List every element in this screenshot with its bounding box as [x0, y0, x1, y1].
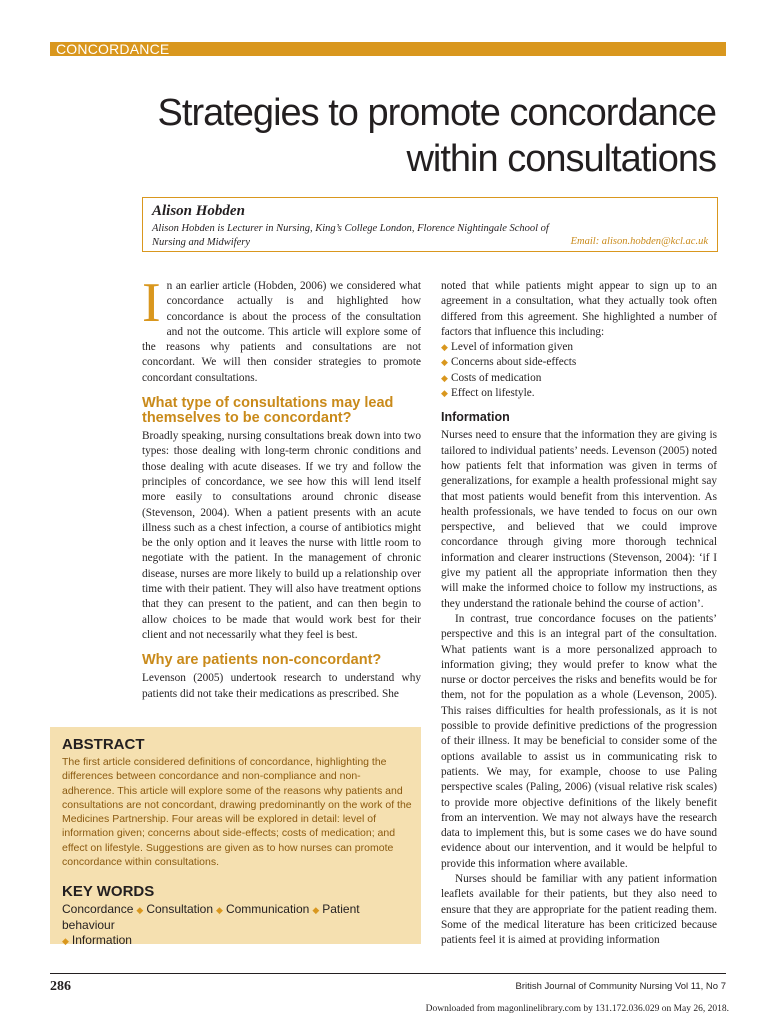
paragraph-factors-intro: noted that while patients might appear to sign up to an agreement in a consultation, what they actually took often differed from this agreement. She highlighted a number of factors that influence this including:: [441, 280, 717, 338]
diamond-bullet-icon: ◆: [216, 905, 223, 915]
diamond-bullet-icon: ◆: [136, 905, 144, 915]
heading-consultation-types: What type of consultations may lead themselves to be concordant?: [142, 395, 394, 427]
abstract-heading: ABSTRACT: [62, 736, 145, 753]
factors-list: [441, 340, 717, 401]
author-name: Alison Hobden: [152, 203, 245, 219]
title-line-2: within consultations: [406, 138, 716, 180]
paragraph-information-1: Nurses need to ensure that the information they are giving is tailored to individual patients’ needs. Levenson (2005) noted how patients felt that information was given in terms of generalizations, for example a health professional might say that most patients would benefit from this intervention. As health professionals, we have tended to focus on our own perspective, and believed that we could improve concordance through giving more thorough technical information and clearer instructions (Stevenson, 2004): ‘if I give my patient all the appropriate information then they will make the informed choice to follow my instructions, as they understand the rationale behind the course of action’.: [441, 429, 717, 610]
journal-citation: British Journal of Community Nursing Vol 11, No 7: [515, 981, 726, 992]
drop-cap: I: [142, 272, 161, 334]
paragraph-information-2: In contrast, true concordance focuses on the patients’ perspective and this is an integral part of the consultation. What patients want is a more personalized approach to information giving; they would prefer to know what the nurse or doctor perceives the risks and benefits would be for them, not for the population as a whole (Levenson, 2005). This raises difficulties for health professionals, as it is not possible to provide definitive predictions of the progression of their illness. It may be beneficial to consider some of the options available to assist us in communicating risk to patients. We may, for example, choose to use Paling perspective scales (Paling, 2006) (visual relative risk scales) to provide more objective definitions of the likely benefit from an intervention. We may not always have the research data to implement this, but is some cases we do have sound evidence about our intervention, and it would be helpful to provide this information where available.: [441, 612, 717, 870]
list-item: ◆ Level of information given: [441, 340, 717, 355]
keyword: Information: [71, 933, 132, 947]
section-label: CONCORDANCE: [56, 41, 170, 57]
paragraph-consultation-types: Broadly speaking, nursing consultations break down into two types: those dealing with long-term chronic conditions and those dealing with acute diseases. If we try and follow the principles of concordance, we see how this will lend itself more easily to consultations around chronic disease (Stevenson, 2004). When a patient presents with an acute illness such as a chest infection, a course of antibiotics might be the only option and it leaves the nurse with little room to negotiate with the patient. In the management of chronic disease, nurses are more likely to build up a relationship over time with their patient. They will also have treatment options that they can present to the patient, and can then begin to allow choices to be made that would work best for their client and not necessarily what they feel is best.: [142, 430, 421, 641]
keyword: Consultation: [146, 902, 214, 916]
intro-paragraph: In an earlier article (Hobden, 2006) we considered what concordance actually is and highlighted how concordance is about the process of the consultation and not the outcome. This article will explore some of the reasons why patients and consultations are not concordant. We will then consider strategies to promote concordant consultations.: [142, 272, 421, 384]
keyword: Communication: [225, 902, 310, 916]
heading-information: Information: [441, 410, 510, 425]
keywords-heading: KEY WORDS: [62, 883, 155, 900]
diamond-bullet-icon: ◆: [441, 372, 448, 383]
diamond-bullet-icon: ◆: [62, 936, 69, 946]
diamond-bullet-icon: ◆: [441, 342, 448, 353]
title-line-1: Strategies to promote concordance: [157, 92, 716, 134]
diamond-bullet-icon: ◆: [441, 357, 448, 368]
heading-non-concordant: Why are patients non-concordant?: [142, 652, 382, 669]
list-item: ◆ Effect on lifestyle.: [441, 386, 717, 401]
keywords-list: [62, 902, 412, 949]
column-left: [142, 272, 421, 702]
page-number: 286: [50, 979, 71, 994]
author-email[interactable]: Email: alison.hobden@kcl.ac.uk: [570, 236, 708, 247]
section-banner: [50, 42, 726, 56]
abstract-text: The first article considered definitions of concordance, highlighting the differences between concordance and non-compliance and non-adherence. This article will explore some of the reasons why patients and consultations are not concordant, drawing predominantly on the work of the Medicines Partnership. Four areas will be explored in detail: level of information given; concerns about side-effects; costs of medication; and effect on lifestyle. Suggestions are given as to how nurses can promote concordance within consultations.: [62, 756, 412, 869]
keyword: Concordance: [62, 902, 134, 916]
download-notice: Downloaded from magonlinelibrary.com by 131.172.036.029 on May 26, 2018.: [425, 1004, 729, 1014]
paragraph-information-3: Nurses should be familiar with any patient information leaflets available for their patients, but they also need to ensure that they are appropriate for the patient reading them. Some of the medical literature has been criticized because patients feel it is aimed at providing information: [441, 872, 717, 947]
author-box: [142, 197, 718, 252]
footer-divider: [50, 973, 726, 974]
keyword: Patient behaviour: [62, 902, 360, 932]
column-right: [441, 279, 717, 948]
article-title: [76, 90, 716, 182]
diamond-bullet-icon: ◆: [312, 905, 320, 915]
list-item: ◆ Costs of medication: [441, 371, 717, 386]
diamond-bullet-icon: ◆: [441, 388, 448, 399]
paragraph-non-concordant: Levenson (2005) undertook research to understand why patients did not take their medications as prescribed. She: [142, 672, 421, 700]
list-item: ◆ Concerns about side-effects: [441, 355, 717, 370]
author-bio: Alison Hobden is Lecturer in Nursing, King’s College London, Florence Nightingale School of Nursing and Midwifery: [152, 223, 549, 248]
